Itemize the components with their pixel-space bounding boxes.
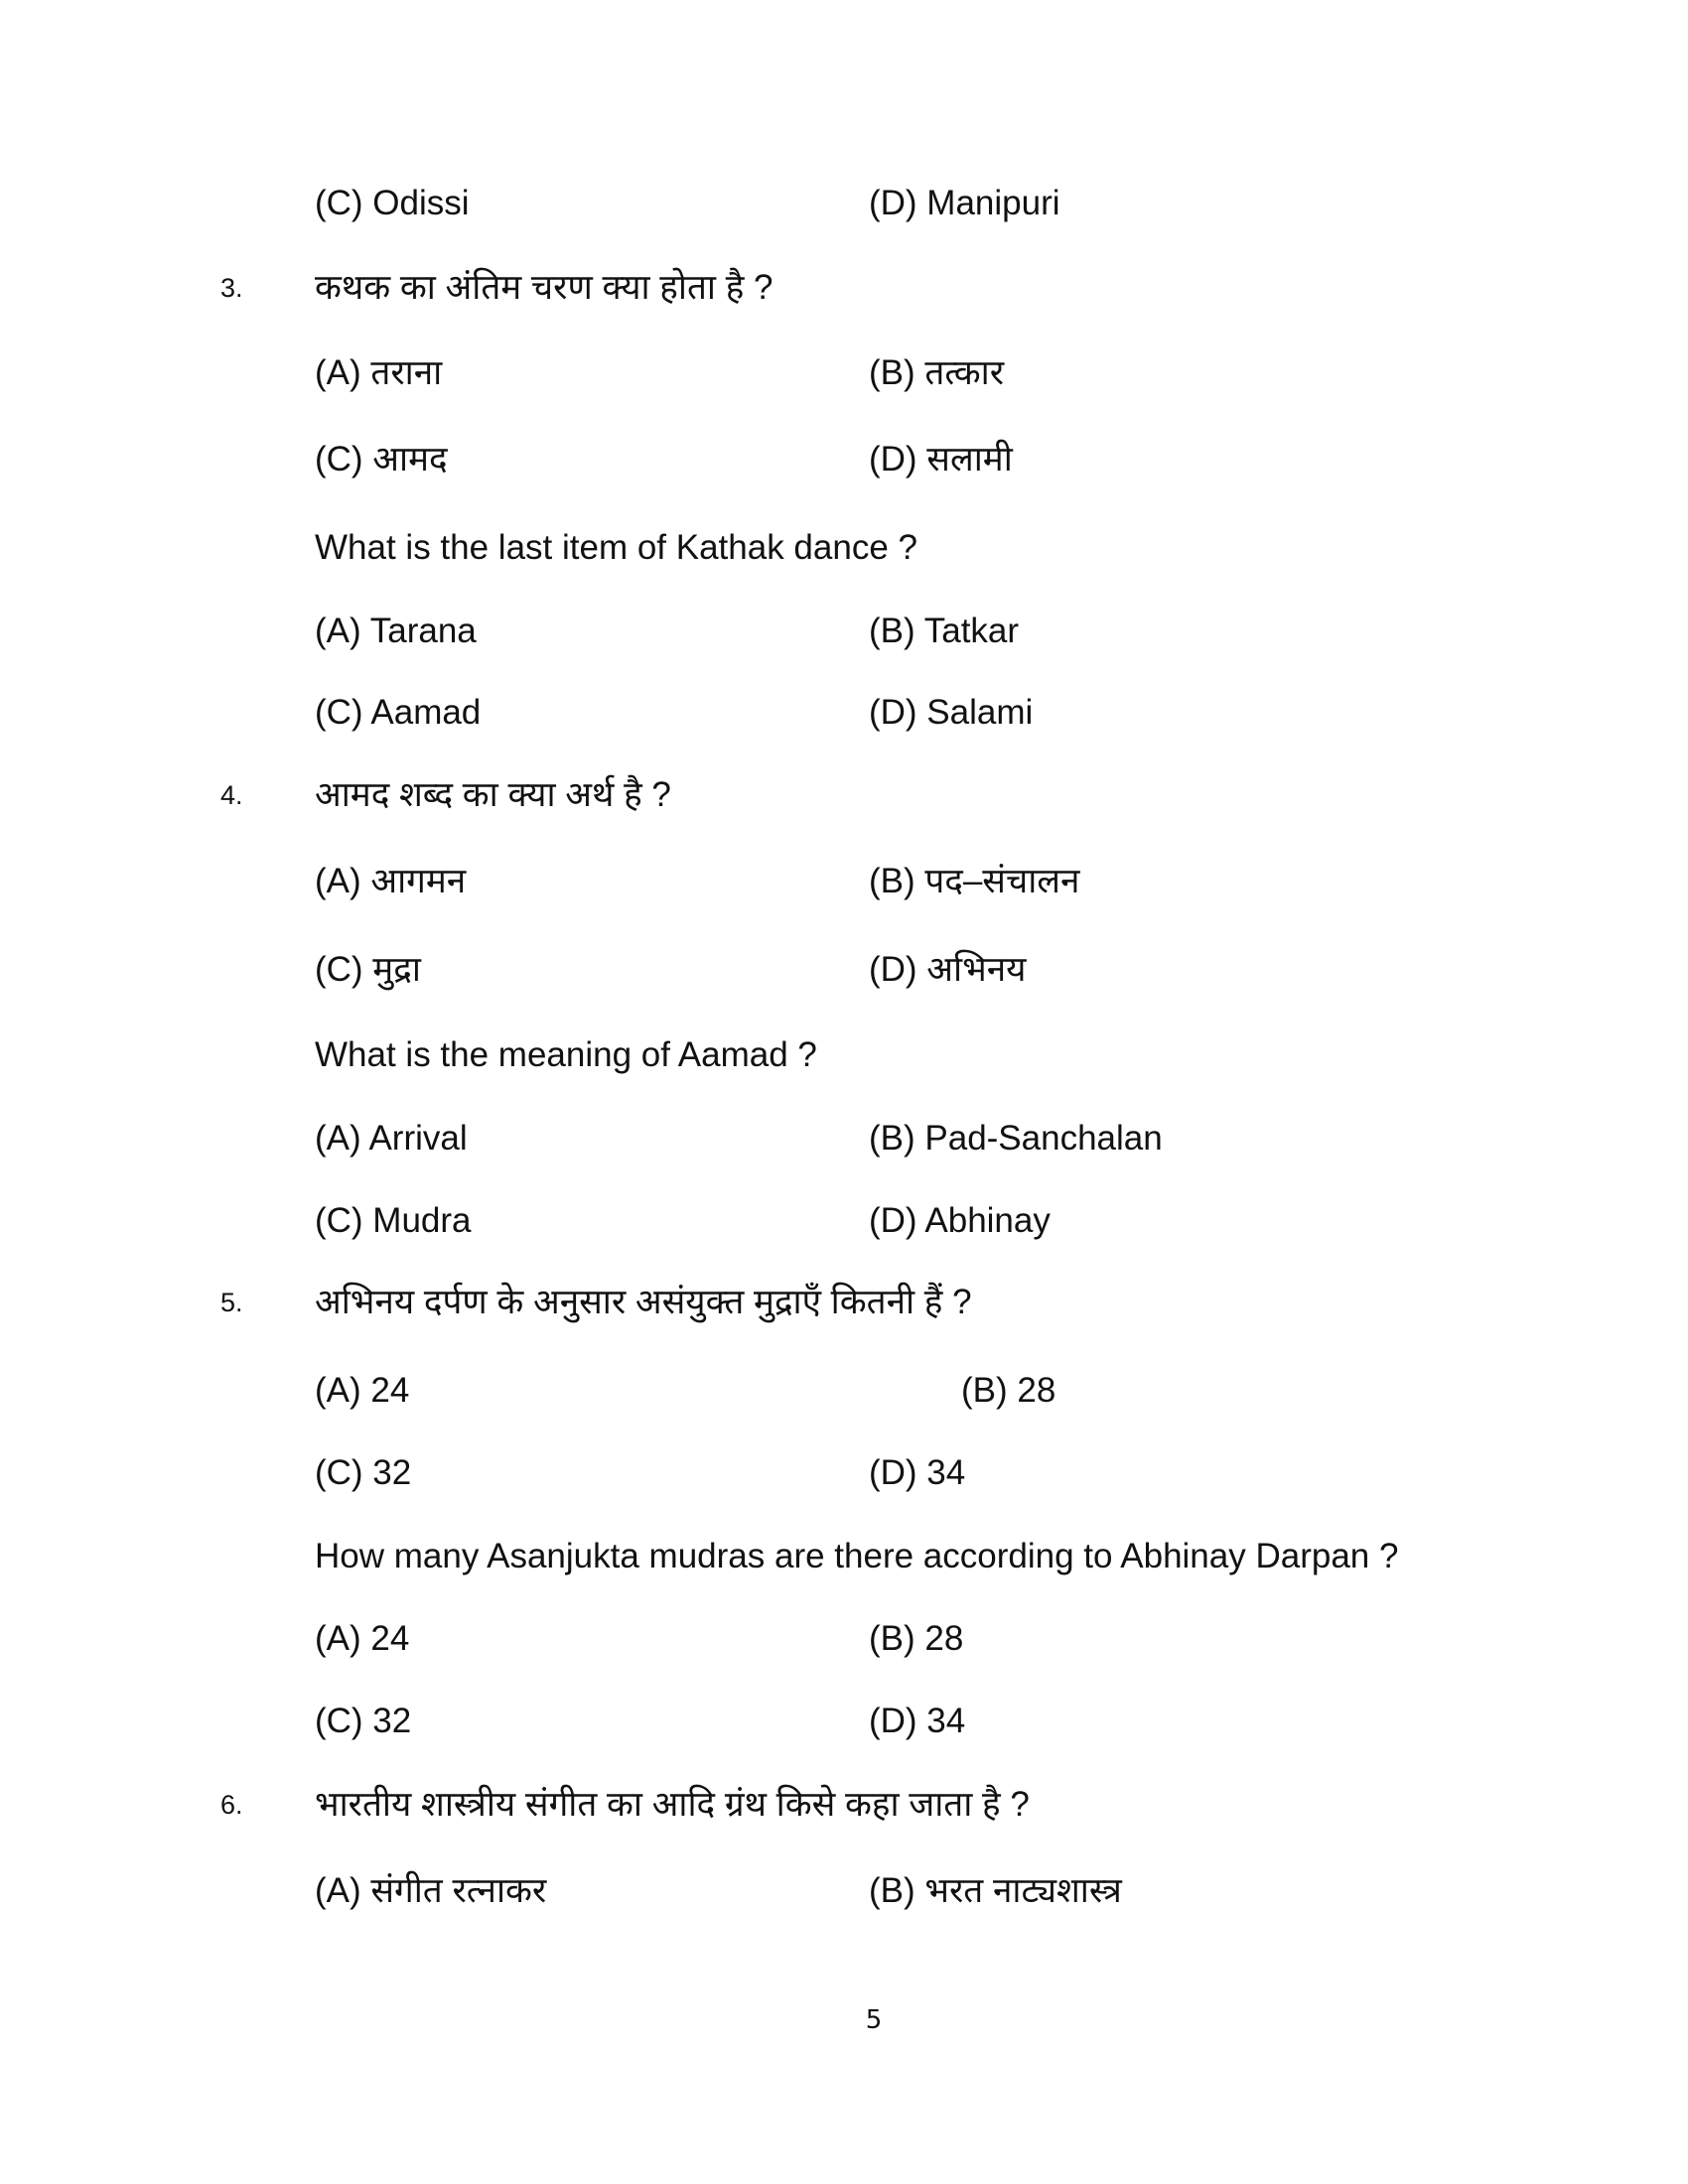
option-a-hindi: (A) संगीत रत्नाकर — [315, 1871, 547, 1910]
option-a-hindi: (A) 24 — [315, 1371, 410, 1410]
page-number: 5 — [865, 2005, 883, 2035]
option-c-english: (C) Aamad — [315, 693, 482, 732]
option-a-english: (A) Tarana — [315, 612, 477, 650]
question-text-hindi: अभिनय दर्पण के अनुसार असंयुक्त मुद्राएँ कितनी हैं ? — [315, 1283, 972, 1321]
option-b-english: (B) Pad-Sanchalan — [869, 1119, 1163, 1158]
option-d-hindi: (D) 34 — [869, 1453, 966, 1492]
option-b-hindi: (B) 28 — [961, 1371, 1056, 1410]
option-b-english: (B) 28 — [869, 1619, 964, 1658]
question-text-hindi: भारतीय शास्त्रीय संगीत का आदि ग्रंथ किसे कहा जाता है ? — [315, 1785, 1030, 1824]
question-text-hindi: कथक का अंतिम चरण क्या होता है ? — [315, 268, 774, 307]
option-c-hindi: (C) मुद्रा — [315, 950, 421, 989]
option-b-english: (B) Tatkar — [869, 612, 1020, 650]
option-c-english: (C) Mudra — [315, 1201, 472, 1240]
question-text-english: What is the meaning of Aamad ? — [315, 1035, 817, 1074]
option-b-hindi: (B) भरत नाट्यशास्त्र — [869, 1871, 1122, 1910]
option-c-hindi: (C) आमद — [315, 440, 448, 478]
option-a-hindi: (A) आगमन — [315, 862, 467, 900]
question-number: 6. — [220, 1790, 243, 1820]
option-c: (C) Odissi — [315, 184, 470, 222]
option-d-hindi: (D) सलामी — [869, 440, 1013, 478]
question-text-hindi: आमद शब्द का क्या अर्थ है ? — [315, 775, 671, 814]
option-d-hindi: (D) अभिनय — [869, 950, 1027, 989]
option-b-hindi: (B) पद–संचालन — [869, 862, 1080, 900]
option-d: (D) Manipuri — [869, 184, 1060, 222]
question-number: 4. — [220, 780, 243, 810]
option-a-hindi: (A) तराना — [315, 353, 443, 392]
question-number: 5. — [220, 1288, 243, 1317]
question-text-english: How many Asanjukta mudras are there according to Abhinay Darpan ? — [315, 1537, 1399, 1575]
option-a-english: (A) 24 — [315, 1619, 410, 1658]
option-b-hindi: (B) तत्कार — [869, 353, 1005, 392]
option-c-english: (C) 32 — [315, 1702, 412, 1740]
question-text-english: What is the last item of Kathak dance ? — [315, 528, 917, 567]
option-d-english: (D) 34 — [869, 1702, 966, 1740]
option-c-hindi: (C) 32 — [315, 1453, 412, 1492]
option-d-english: (D) Abhinay — [869, 1201, 1051, 1240]
question-number: 3. — [220, 273, 243, 303]
option-a-english: (A) Arrival — [315, 1119, 468, 1158]
option-d-english: (D) Salami — [869, 693, 1034, 732]
